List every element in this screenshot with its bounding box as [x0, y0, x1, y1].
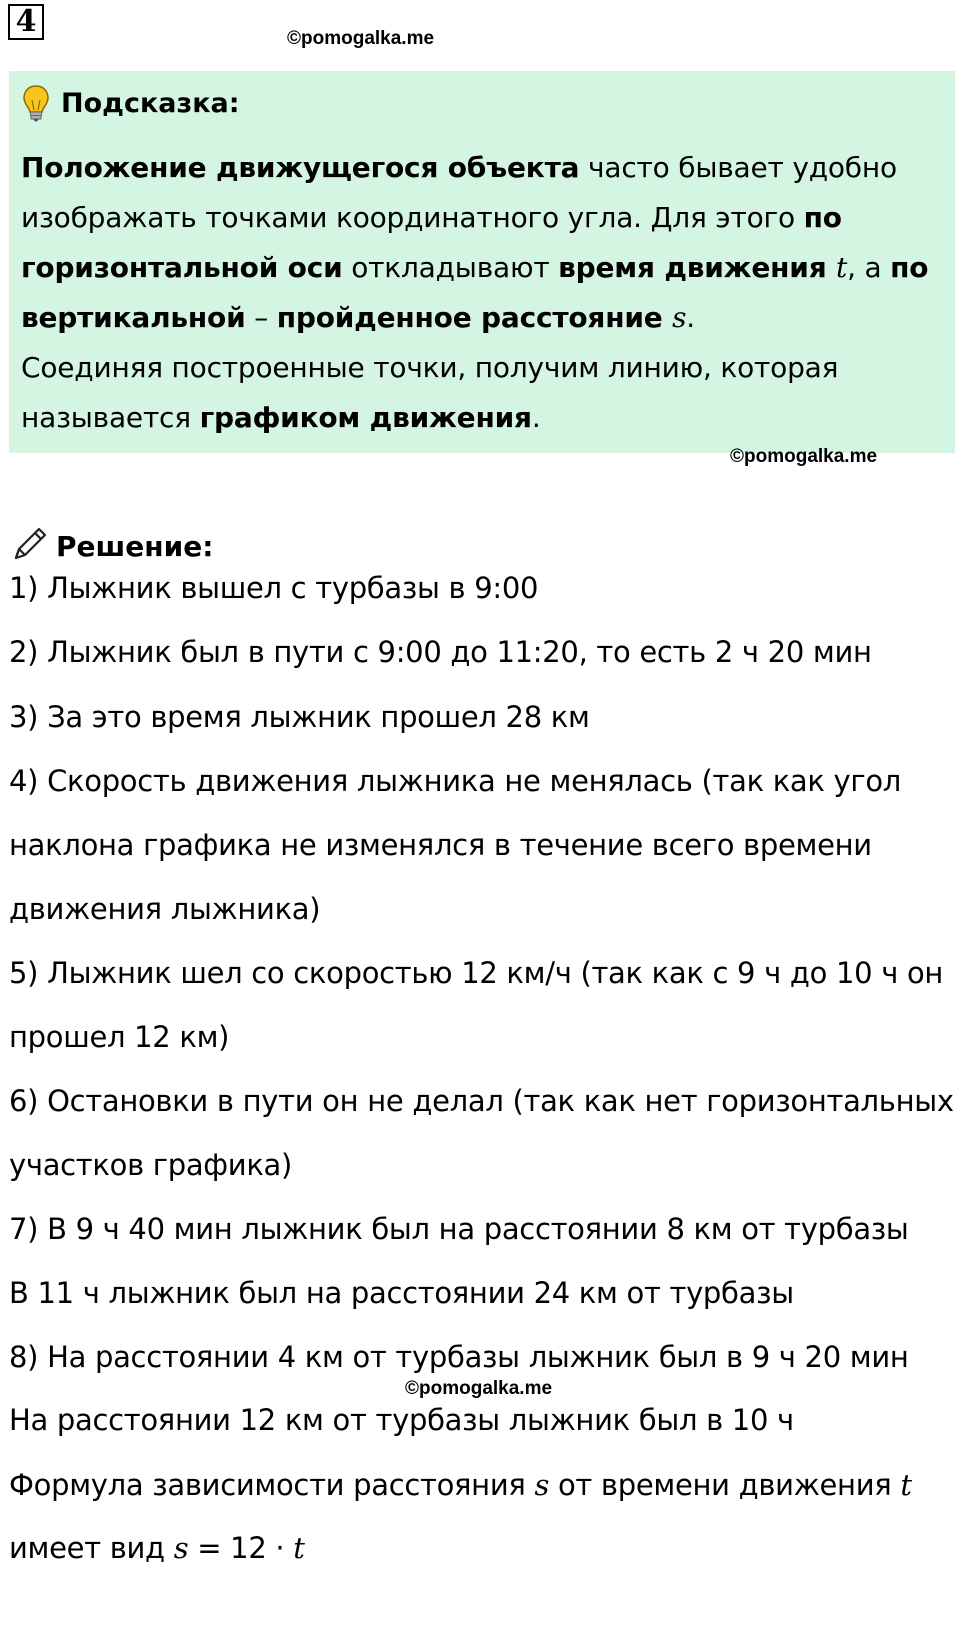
solution-line-4: 4) Скорость движения лыжника не менялась (так как угол: [9, 764, 902, 798]
hint-bold-text: пройденное расстояние: [276, 301, 673, 334]
hint-text-segment: –: [245, 301, 277, 334]
solution-line-14: На расстоянии 12 км от турбазы лыжник был в 10 ч: [9, 1403, 794, 1437]
hint-variable: s: [672, 301, 687, 334]
solution-line-1: 1) Лыжник вышел с турбазы в 9:00: [9, 571, 539, 605]
solution-line-10: участков графика): [9, 1148, 293, 1182]
solution-line-3: 3) За это время лыжник прошел 28 км: [9, 700, 590, 734]
hint-text-segment: откладывают: [342, 251, 559, 284]
hint-header: [21, 83, 240, 123]
solution-title: Решение:: [56, 529, 214, 563]
solution-line-13: 8) На расстоянии 4 км от турбазы лыжник был в 9 ч 20 мин: [9, 1340, 909, 1374]
hint-title: Подсказка:: [61, 87, 240, 119]
solution-line-8: прошел 12 км): [9, 1020, 230, 1054]
formula-operator: = 12 ·: [188, 1531, 294, 1565]
formula-desc-part2: от времени движения: [549, 1468, 901, 1502]
watermark-middle: ©pomogalka.me: [730, 446, 878, 467]
solution-line-11: 7) В 9 ч 40 мин лыжник был на расстоянии 8 км от турбазы: [9, 1212, 909, 1246]
pencil-icon: [10, 524, 50, 568]
hint-text-segment: часто бывает удобно изображать точками координатного угла. Для этого: [21, 151, 897, 234]
formula-prefix: имеет вид: [9, 1531, 174, 1565]
formula-lhs: s: [173, 1531, 189, 1565]
variable-t: t: [900, 1468, 912, 1502]
hint-text-segment: .: [686, 301, 695, 334]
lightbulb-icon: [21, 83, 51, 123]
solution-line-7: 5) Лыжник шел со скоростью 12 км/ч (так как с 9 ч до 10 ч он: [9, 956, 944, 990]
watermark-top: ©pomogalka.me: [287, 28, 435, 49]
formula-description: [9, 1465, 912, 1505]
formula-desc-part1: Формула зависимости расстояния: [9, 1468, 535, 1502]
hint-text-segment: .: [531, 401, 541, 434]
hint-bold-text: время движения: [558, 251, 837, 284]
solution-line-6: движения лыжника): [9, 892, 321, 926]
variable-s: s: [534, 1468, 550, 1502]
hint-text: [21, 143, 945, 443]
hint-bold-text: Положение движущегося объекта: [21, 151, 580, 184]
formula-rhs: t: [293, 1531, 305, 1565]
solution-line-2: 2) Лыжник был в пути с 9:00 до 11:20, то есть 2 ч 20 мин: [9, 635, 872, 669]
solution-header: [10, 524, 213, 568]
solution-line-5: наклона графика не изменялся в течение всего времени: [9, 828, 872, 862]
watermark-bottom: ©pomogalka.me: [405, 1378, 553, 1399]
solution-line-9: 6) Остановки в пути он не делал (так как нет горизонтальных: [9, 1084, 954, 1118]
hint-bold-text: по горизонтальной оси: [21, 201, 842, 284]
formula: [9, 1528, 305, 1568]
hint-bold-text: по вертикальной: [21, 251, 929, 334]
task-number: 4: [8, 4, 44, 40]
hint-box: [9, 71, 955, 453]
hint-bold-text: графиком движения: [199, 401, 532, 434]
solution-line-12: В 11 ч лыжник был на расстоянии 24 км от турбазы: [9, 1276, 794, 1310]
hint-text-segment: Соединяя построенные точки, получим линию, которая называется: [21, 351, 839, 434]
hint-text-segment: , а: [847, 251, 891, 284]
hint-variable: t: [836, 251, 848, 284]
